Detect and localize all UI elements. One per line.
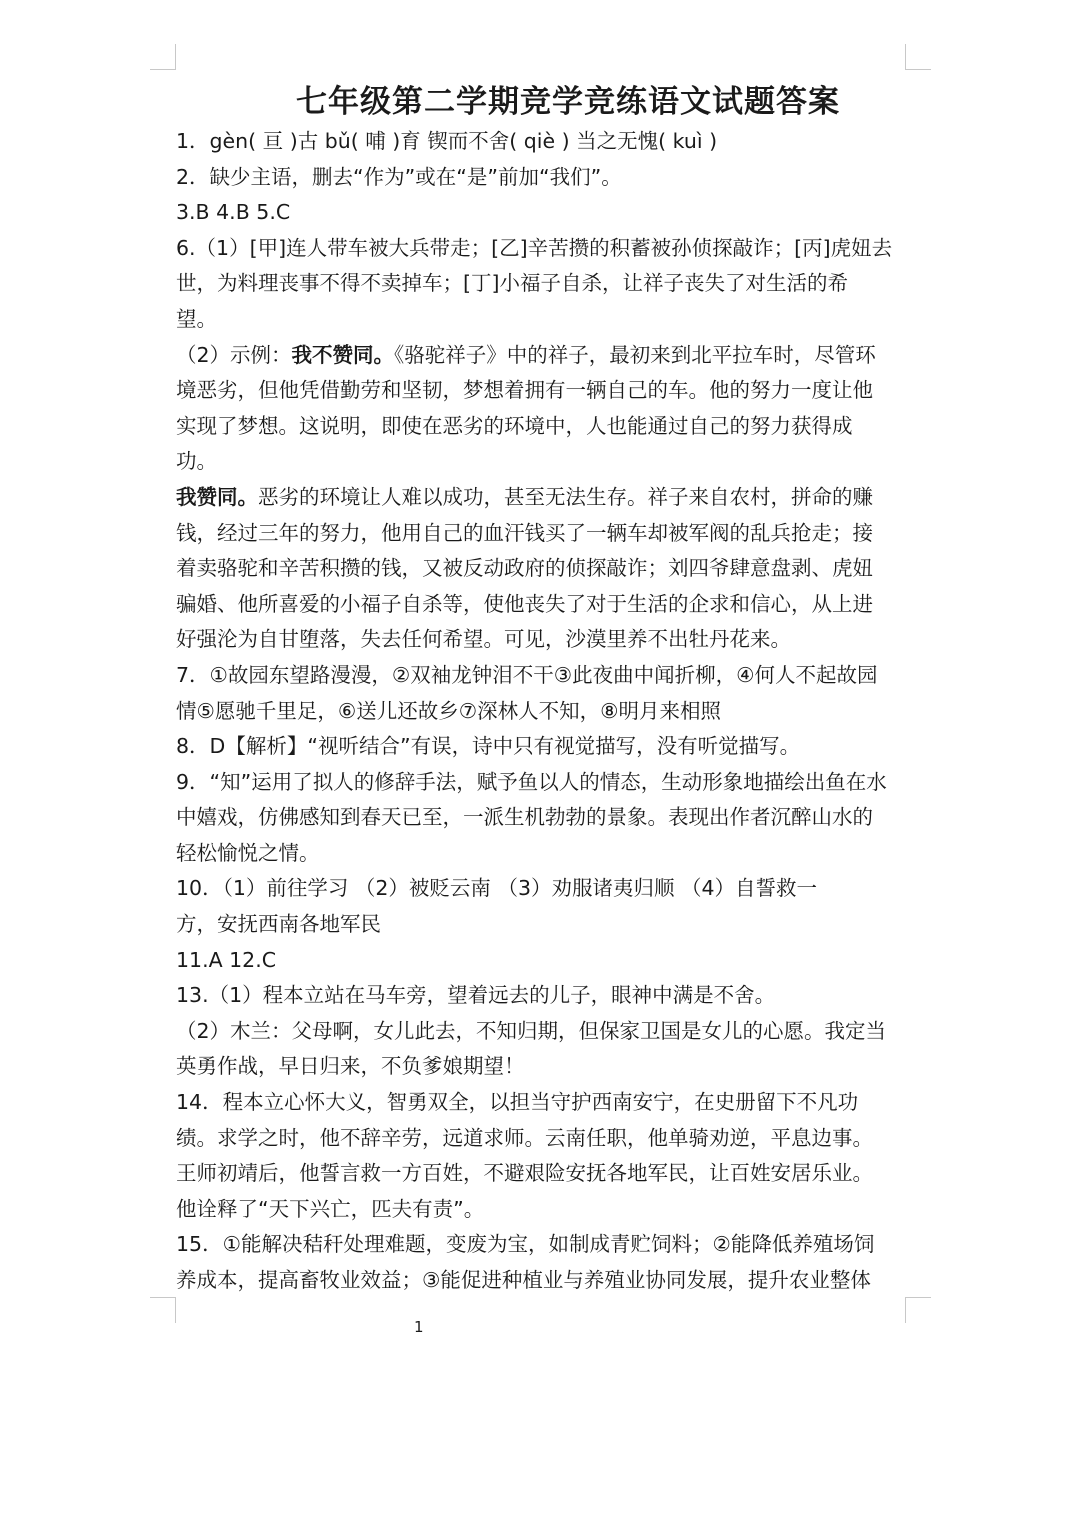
crop-mark [905,44,906,70]
answer-line [176,516,908,552]
answer-line [176,160,908,196]
answer-line [176,195,908,231]
answer-line [176,373,908,409]
line-text: 实现了梦想。这说明，即使在恶劣的环境中，人也能通过自己的努力获得成 [176,413,853,438]
line-text: 3.B 4.B 5.C [176,200,291,225]
answer-line [176,1014,908,1050]
line-text: 1．gèn( 亘 )古 bǔ( 哺 )育 锲而不舍( qiè ) 当之无愧( kuì ) [176,129,718,153]
line-text: 10．（1）前往学习 （2）被贬云南 （3）劝服诸夷归顺 （4）自誓救一 [176,876,818,901]
line-text: （2）木兰：父母啊，女儿此去，不知归期，但保家卫国是女儿的心愿。我定当 [176,1018,887,1043]
answer-line [176,480,908,516]
answer-line [176,836,908,872]
line-text: 《骆驼祥子》中的祥子，最初来到北平拉车时，尽管环 [394,342,876,367]
line-text: 好强沦为自甘堕落，失去任何希望。可见，沙漠里养不出牡丹花来。 [176,627,791,652]
line-text: 恶劣的环境让人难以成功，甚至无法生存。祥子来自农村，拼命的赚 [258,484,873,509]
answer-line [176,1121,908,1157]
answer-line [176,1227,908,1263]
line-text: 钱，经过三年的努力，他用自己的血汗钱买了一辆车却被军阀的乱兵抢走；接 [176,520,873,545]
line-text: 中嬉戏，仿佛感知到春天已至，一派生机勃勃的景象。表现出作者沉醉山水的 [176,805,873,830]
answer-line [176,1192,908,1228]
line-text: 绩。求学之时，他不辞辛劳，远道求师。云南任职，他单骑劝逆，平息边事。 [176,1125,873,1150]
answer-line [176,231,908,267]
line-text: 2．缺少主语，删去“作为”或在“是”前加“我们”。 [176,164,622,189]
answer-line [176,338,908,374]
line-text: （2）示例： [176,342,292,367]
answer-line [176,1263,908,1299]
line-text: 功。 [176,449,217,474]
crop-mark [150,69,176,70]
line-text: 世，为料理丧事不得不卖掉车；[丁]小福子自杀，让祥子丧失了对生活的希 [176,271,848,296]
page-number: 1 [414,1318,424,1336]
line-text: 7．①故园东望路漫漫，②双袖龙钟泪不干③此夜曲中闻折柳，④何人不起故园 [176,662,878,687]
crop-mark [905,69,931,70]
bold-text: 我不赞同。 [291,342,395,367]
line-text: 望。 [176,306,217,331]
crop-mark [175,1297,176,1323]
line-text: 王师初靖后，他誓言救一方百姓，不避艰险安抚各地军民，让百姓安居乐业。 [176,1161,873,1186]
line-text: 英勇作战，早日归来，不负爹娘期望！ [176,1054,525,1079]
line-text: 情⑤愿驰千里足，⑥送儿还故乡⑦深林人不知，⑧明月来相照 [176,698,722,723]
answer-line [176,444,908,480]
answer-line [176,302,908,338]
line-text: 15．①能解决秸秆处理难题，变废为宝，如制成青贮饲料；②能降低养殖场饲 [176,1232,875,1257]
line-text: 13.（1）程本立站在马车旁，望着远去的儿子，眼神中满是不舍。 [176,983,776,1008]
answer-line [176,409,908,445]
bold-text: 我赞同。 [176,484,258,509]
answer-line [176,622,908,658]
line-text: 着卖骆驼和辛苦积攒的钱，又被反动政府的侦探敲诈；刘四爷肆意盘剥、虎妞 [176,556,873,581]
answer-line [176,871,908,907]
line-text: 养成本，提高畜牧业效益；③能促进种植业与养殖业协同发展，提升农业整体 [176,1268,871,1292]
line-text: 骗婚、他所喜爱的小福子自杀等，使他丧失了对于生活的企求和信心，从上进 [176,591,873,616]
line-text: 9．“知”运用了拟人的修辞手法，赋予鱼以人的情态，生动形象地描绘出鱼在水 [176,769,887,794]
answer-line [176,907,908,943]
answer-line [176,658,908,694]
crop-mark [905,1297,906,1323]
answer-body [176,124,908,1299]
line-text: 方，安抚西南各地军民 [176,912,381,937]
crop-mark [150,1297,176,1298]
line-text: 轻松愉悦之情。 [176,840,320,865]
answer-line [176,800,908,836]
answer-line [176,978,908,1014]
line-text: 14．程本立心怀大义，智勇双全，以担当守护西南安宁，在史册留下不凡功 [176,1090,859,1115]
line-text: 8．D【解析】“视听结合”有误，诗中只有视觉描写，没有听觉描写。 [176,734,801,759]
answer-line [176,694,908,730]
answer-line [176,943,908,979]
answer-line [176,1156,908,1192]
document-title: 七年级第二学期竞学竞练语文试题答案 [296,84,840,120]
line-text: 境恶劣，但他凭借勤劳和坚韧，梦想着拥有一辆自己的车。他的努力一度让他 [176,378,873,403]
line-text: 6.（1）[甲]连人带车被大兵带走；[乙]辛苦攒的积蓄被孙侦探敲诈；[丙]虎妞去 [176,235,893,260]
answer-line [176,729,908,765]
crop-mark [905,1297,931,1298]
crop-mark [175,44,176,70]
answer-line [176,1049,908,1085]
answer-line [176,765,908,801]
line-text: 他诠释了“天下兴亡，匹夫有责”。 [176,1196,485,1221]
line-text: 11.A 12.C [176,947,277,972]
answer-line [176,587,908,623]
answer-line [176,124,908,160]
answer-line [176,266,908,302]
answer-line [176,1085,908,1121]
answer-line [176,551,908,587]
